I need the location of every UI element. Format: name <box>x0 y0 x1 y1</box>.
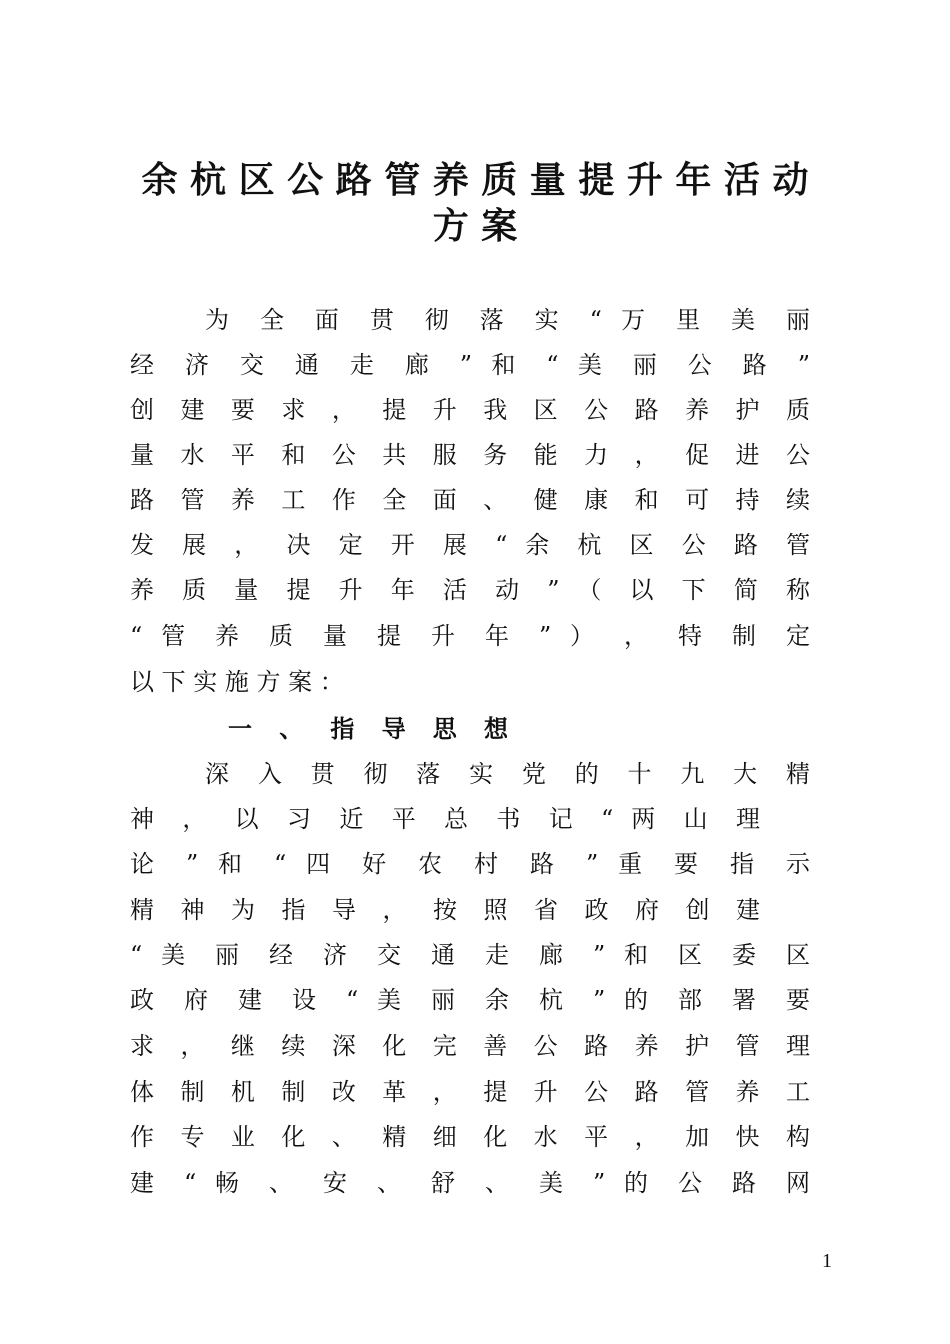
paragraph-2-line-3: 论 ” 和 “ 四 好 农 村 路 ” 重 要 指 示 <box>130 850 810 878</box>
paragraph-1-line-2: 经 济 交 通 走 廊 ” 和 “ 美 丽 公 路 ” <box>130 351 810 379</box>
paragraph-2-line-10: 建 “ 畅 、 安 、 舒 、 美 ” 的 公 路 网 <box>130 1169 810 1197</box>
section-1-heading: 一 、 指 导 思 想 <box>228 714 508 743</box>
document-title-line-1: 余 杭 区 公 路 管 养 质 量 提 升 年 活 动 <box>141 159 809 201</box>
page-number: 1 <box>822 1250 832 1272</box>
paragraph-1-line-8: “ 管 养 质 量 提 升 年 ” ） ， 特 制 定 <box>130 622 810 650</box>
paragraph-2-line-7: 求 ， 继 续 深 化 完 善 公 路 养 护 管 理 <box>130 1032 810 1060</box>
document-title-line-2: 方 案 <box>432 205 518 247</box>
paragraph-1-line-7: 养 质 量 提 升 年 活 动 ” （ 以 下 简 称 <box>130 576 810 604</box>
paragraph-2-line-9: 作 专 业 化 、 精 细 化 水 平 ， 加 快 构 <box>130 1123 810 1151</box>
paragraph-2-line-8: 体 制 机 制 改 革 ， 提 升 公 路 管 养 工 <box>130 1078 810 1106</box>
paragraph-2-line-5: “ 美 丽 经 济 交 通 走 廊 ” 和 区 委 区 <box>130 941 810 969</box>
paragraph-1-line-3: 创 建 要 求 ， 提 升 我 区 公 路 养 护 质 <box>130 396 810 424</box>
paragraph-1-line-5: 路 管 养 工 作 全 面 、 健 康 和 可 持 续 <box>130 486 810 514</box>
paragraph-2-line-1: 深 入 贯 彻 落 实 党 的 十 九 大 精 <box>205 760 810 788</box>
paragraph-1-line-1: 为 全 面 贯 彻 落 实 “ 万 里 美 丽 <box>205 306 810 334</box>
paragraph-2-line-4: 精 神 为 指 导 ， 按 照 省 政 府 创 建 <box>130 896 760 924</box>
paragraph-1-line-9: 以 下 实 施 方 案 ： <box>130 668 344 696</box>
paragraph-2-line-2: 神 ， 以 习 近 平 总 书 记 “ 两 山 理 <box>130 805 760 833</box>
paragraph-1-line-6: 发 展 ， 决 定 开 展 “ 余 杭 区 公 路 管 <box>130 531 810 559</box>
paragraph-1-line-4: 量 水 平 和 公 共 服 务 能 力 ， 促 进 公 <box>130 441 810 469</box>
paragraph-2-line-6: 政 府 建 设 “ 美 丽 余 杭 ” 的 部 署 要 <box>130 986 810 1014</box>
